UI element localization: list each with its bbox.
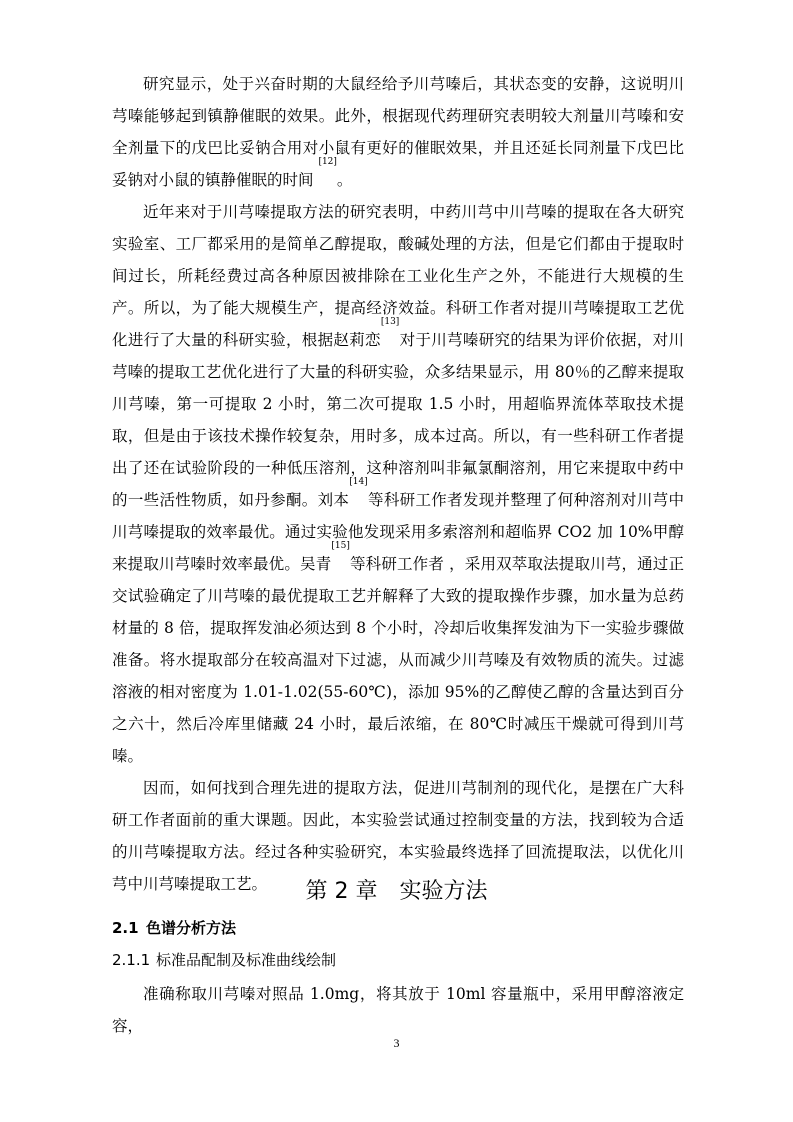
subsection-title: 标准品配制及标准曲线绘制 xyxy=(156,951,337,969)
subsection-heading xyxy=(112,946,336,974)
page-number: 3 xyxy=(393,1036,400,1050)
chapter-title: 实验方法 xyxy=(399,879,488,904)
paragraph-1 xyxy=(112,68,684,196)
citation-12: [12] xyxy=(318,157,337,167)
body-text xyxy=(112,68,684,900)
citation-14: [14] xyxy=(349,477,368,487)
paragraph-1-text-a: 研究显示，处于兴奋时期的大鼠经给予川芎嗪后，其状态变的安静，这说明川芎嗪能够起到镇静催眠的效果。此外，根据现代药理研究表明较大剂量川芎嗪和安全剂量下的戊巴比妥钠合用对小鼠有更好的催眠效果，并且还延长同剂量下戊巴比妥钠对小鼠的镇静催眠的时间 xyxy=(112,75,684,189)
paragraph-2-text-d: 等科研工作者 ，采用双萃取法提取川芎，通过正交试验确定了川芎嗪的最优提取工艺并解释了大致的提取操作步骤，加水量为总药材量的 8 倍，提取挥发油必须达到 8 个小时，冷却后收集挥发油为下一实验步骤做准备。将水提取部分在较高温对下过滤，从而减少川芎嗪及有效物质的流失。过滤溶液的相对密度为 1.01-1.02(55-60℃)，添加 95%的乙醇使乙醇的含量达到百分之六十，然后冷库里储藏 24 小时，最后浓缩，在 80℃时减压干燥就可得到川芎嗪。 xyxy=(112,555,684,765)
paragraph-3-text: 因而，如何找到合理先进的提取方法，促进川芎制剂的现代化，是摆在广大科研工作者面前的重大课题。因此，本实验尝试通过控制变量的方法，找到较为合适的川芎嗪提取方法。经过各种实验研究，本实验最终选择了回流提取法，以优化川芎中川芎嗪提取工艺。 xyxy=(112,779,684,893)
paragraph-4: 准确称取川芎嗪对照品 1.0mg，将其放于 10ml 容量瓶中，采用甲醇溶液定容， xyxy=(112,985,684,1035)
paragraph-2-text-c: 等科研工作者发现并整理了何种溶剂对川芎中川芎嗪提取的效率最优。通过实验他发现采用多索溶剂和超临界 CO2 加 10%甲醇来提取川芎嗪时效率最优。吴青 xyxy=(112,491,684,573)
section-number: 2.1 xyxy=(112,919,139,937)
paragraph-2 xyxy=(112,196,684,772)
paragraph-2-text-b: 对于川芎嗪研究的结果为评价依据，对川芎嗪的提取工艺优化进行了大量的科研实验，众多结果显示，用 80％的乙醇来提取川芎嗪，第一可提取 2 小时，第二次可提取 1.5 小时，用超临界流体萃取技术提取，但是由于该技术操作较复杂，用时多，成本过高。所以，有一些科研工作者提出了还在试验阶段的一种低压溶剂，这种溶剂叫非氟氯酮溶剂，用它来提取中药中的一些活性物质，如丹参酮。刘本 xyxy=(112,331,684,509)
paragraph-2-text-a: 近年来对于川芎嗪提取方法的研究表明，中药川芎中川芎嗪的提取在各大研究实验室、工厂都采用的是简单乙醇提取，酸碱处理的方法，但是它们都由于提取时间过长，所耗经费过高各种原因被排除在工业化生产之外，不能进行大规模的生产。所以，为了能大规模生产，提高经济效益。科研工作者对提川芎嗪提取工艺优化进行了大量的科研实验，根据赵莉恋 xyxy=(112,203,684,349)
chapter-number: 第 2 章 xyxy=(305,879,378,904)
body-text-continued xyxy=(112,978,684,1042)
citation-15: [15] xyxy=(331,541,350,551)
citation-13: [13] xyxy=(380,317,400,327)
section-heading xyxy=(112,914,236,942)
paragraph-1-text-b: 。 xyxy=(336,171,353,189)
chapter-heading xyxy=(0,874,793,910)
section-title: 色谱分析方法 xyxy=(146,919,237,937)
subsection-number: 2.1.1 xyxy=(112,951,151,969)
